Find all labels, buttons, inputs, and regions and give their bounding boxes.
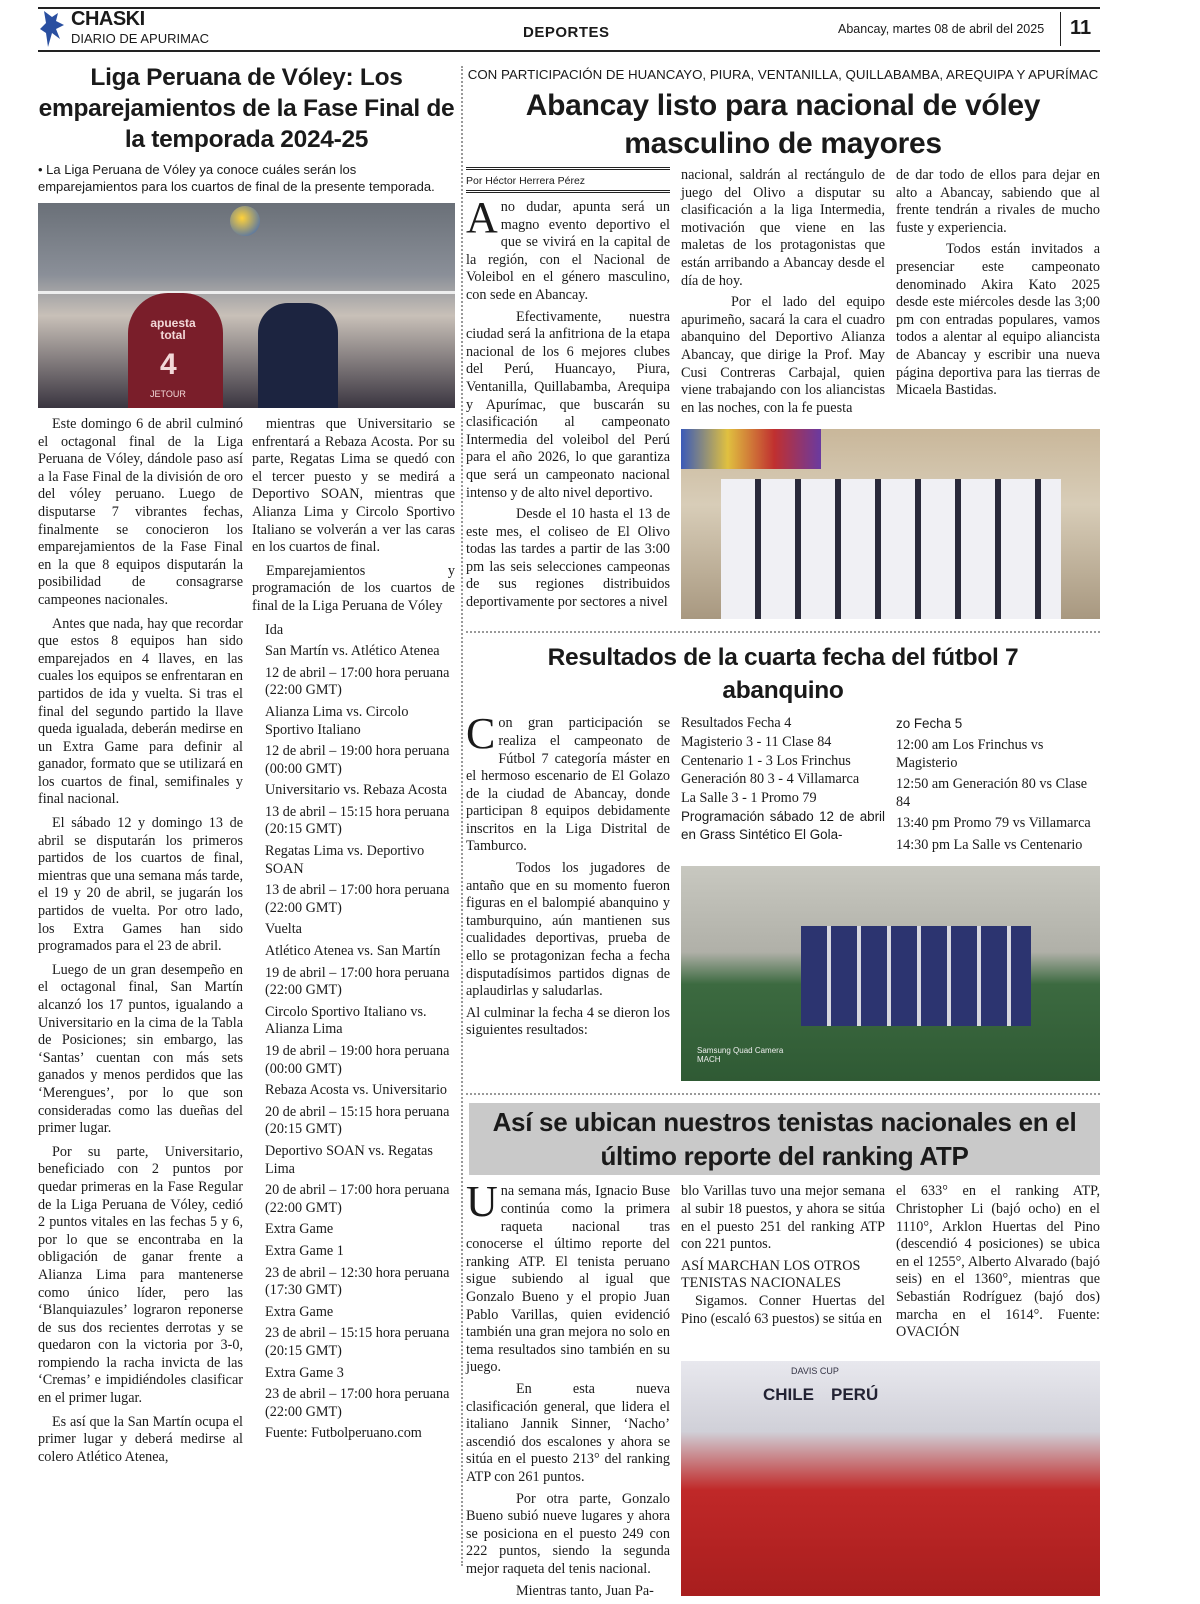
- drop-cap: U: [466, 1177, 498, 1227]
- paragraph: Por el lado del equipo apurimeño, sacará la cara el cuadro abanquino del Deportivo Alianza Abancay, que dirige la Prof. May Cusi Contreras Carbajal, quien viene trabajando con los aliancistas en las noches, con la fe puesta: [681, 294, 885, 416]
- page-number: 11: [1070, 17, 1092, 39]
- paragraph: on gran participación se realiza el campeonato de Fútbol 7 categoría máster en el hermoso escenario de El Golazo de la ciudad de Abancay, donde participan 8 equipos debidamente inscritos en la Liga Distrital de Tamburco.: [466, 715, 670, 855]
- tenis-column-2: [681, 1183, 885, 1353]
- paragraph: Extra Game 3: [265, 1364, 344, 1381]
- jersey-sponsor: apuesta total: [150, 316, 196, 342]
- paragraph: Deportivo SOAN vs. Regatas Lima: [265, 1142, 433, 1177]
- abancay-column-2: [681, 167, 885, 421]
- paragraph: Vuelta: [265, 921, 302, 938]
- fixtures-list: [896, 737, 1100, 855]
- paragraph: mientras que Universitario se enfrentará a Rebaza Acosta. Por su parte, Regatas Lima se quedó con el tercer puesto y se medirá a Deportivo SOAN, mientras que Alianza Lima y Circolo Sportivo Italiano se volverán a ver las caras en los cuartos de final.: [252, 416, 455, 556]
- paragraph: 20 de abril – 15:15 hora peruana (20:15 GMT): [265, 1103, 450, 1138]
- paragraph: Rebaza Acosta vs. Universitario: [265, 1082, 448, 1099]
- paragraphs: [466, 860, 670, 1040]
- banner-chile: CHILE: [763, 1385, 814, 1405]
- paragraph: Antes que nada, hay que recordar que estos 8 equipos han sido emparejados en 4 llaves, en las cuales los equipos se enfrentaran en partidos de ida y vuelta. Si tras el final del segundo partido la llave queda igualada, deberán medirse en un Extra Game para definir al ganador, formato que se utilizará en los cuartos de final, semifinales y final nacional.: [38, 615, 243, 808]
- voley-lead: • La Liga Peruana de Vóley ya conoce cuáles serán los emparejamientos para los cuartos de final de la presente temporada.: [38, 162, 435, 194]
- chaski-logo-icon: [38, 9, 68, 49]
- byline: Por Héctor Herrera Pérez: [466, 175, 586, 187]
- voley-intro: [252, 416, 455, 616]
- brand-name: CHASKI: [71, 8, 145, 30]
- results-list: [681, 715, 885, 807]
- paragraph: Magisterio 3 - 11 Clase 84: [681, 733, 832, 750]
- byline-rule: [466, 167, 670, 172]
- paragraph: Todos los jugadores de antaño que en su momento fueron figuras en el balompié abanquino y tamburquino, aún mantienen sus cualidades deportivas, prueba de ello se protagonizan fecha a fecha disputadísimos partidos dignas de aplaudirlas y saludarlas.: [466, 860, 670, 1000]
- watermark-text: Samsung Quad Camera: [697, 1046, 784, 1056]
- subheading: ASÍ MARCHAN LOS OTROS TENISTAS NACIONALES: [681, 1257, 861, 1292]
- voley-headline: Liga Peruana de Vóley: Los emparejamientos de la Fase Final de la temporada 2024-25: [38, 64, 455, 153]
- futbol-results: [681, 715, 885, 858]
- programming-heading-cont: zo Fecha 5: [896, 716, 963, 732]
- drop-cap: C: [466, 709, 496, 759]
- voley-article: [38, 62, 455, 1472]
- paragraph: Circolo Sportivo Italiano vs. Alianza Lima: [265, 1003, 427, 1038]
- paragraphs: [681, 1293, 885, 1328]
- tennis-team-photo: [681, 1361, 1100, 1596]
- paragraph: Desde el 10 hasta el 13 de este mes, el coliseo de El Olivo todas las tardes a partir de las 3:00 pm las seis selecciones campeonas de sus regiones distribuidos deportivamente por sectores a nivel: [466, 506, 670, 611]
- paragraph: 12:00 am Los Frinchus vs Magisterio: [896, 736, 1044, 771]
- paragraph: 14:30 pm La Salle vs Centenario: [896, 836, 1083, 853]
- paragraph: Sigamos. Conner Huertas del Pino (escaló 63 puestos) se sitúa en: [681, 1293, 885, 1327]
- paragraph: 13:40 pm Promo 79 vs Villamarca: [896, 815, 1091, 832]
- paragraph: 20 de abril – 17:00 hora peruana (22:00 GMT): [265, 1182, 450, 1216]
- camera-watermark: [697, 1046, 783, 1064]
- futbol-column-1: [466, 709, 670, 1081]
- paragraph: 12 de abril – 19:00 hora peruana (00:00 GMT): [265, 743, 450, 777]
- paragraph: Extra Game 1: [265, 1242, 344, 1259]
- paragraph: 12 de abril – 17:00 hora peruana (22:00 GMT): [265, 664, 450, 699]
- header-rule-top: [38, 7, 1100, 9]
- paragraph: 23 de abril – 17:00 hora peruana (22:00 GMT): [265, 1386, 450, 1420]
- paragraph: En esta nueva clasificación general, que lidera el italiano Jannik Sinner, ‘Nacho’ ascendió dos escalones y ahora se sitúa en el puesto 213° del ranking ATP con 261 puntos.: [466, 1381, 670, 1485]
- abancay-headline: Abancay listo para nacional de vóley masculino de mayores: [525, 89, 1041, 160]
- paragraph: Extra Game: [265, 1221, 334, 1238]
- paragraph: Es así que la San Martín ocupa el primer lugar y deberá medirse al colero Atlético Atenea,: [38, 1413, 243, 1465]
- voley-column-2: [252, 416, 455, 1472]
- paragraph: 12:50 am Generación 80 vs Clase 84: [896, 776, 1088, 810]
- voley-columns: [38, 416, 455, 1472]
- paragraph: na semana más, Ignacio Buse continúa como la primera raqueta nacional tras conocerse el último reporte del ranking ATP. El tenista peruano sigue subiendo al igual que Gonzalo Bueno y el propio Juan Pablo Varillas, quien evidenció también una gran mejora no solo en tema resultados sino también en su juego.: [466, 1183, 670, 1376]
- paragraph: de dar todo de ellos para dejar en alto a Abancay, sabiendo que al frente tendrán a rivales de mucho fuste y experiencia.: [896, 167, 1100, 236]
- paragraph: Fuente: Futbolperuano.com: [265, 1425, 422, 1442]
- paragraph: Este domingo 6 de abril culminó el octagonal final de la Liga Peruana de Vóley, dándole paso así a la Fase Final de la división de oro del vóley peruano. Luego de disputarse 7 vibrantes fechas, finalmente se conocieron los emparejamientos de la Fase Final en la que 8 equipos disputarán la posibilidad de consagrarse campeones nacionales.: [38, 416, 243, 608]
- paragraph: El sábado 12 y domingo 13 de abril se disputarán los primeros partidos de los cuartos de final, mientras que una semana más tarde, el 19 y 20 de abril, se jugarán los partidos de vuelta. Por otro lado, los Extra Games han sido programados para el 23 de abril.: [38, 815, 243, 955]
- right-side: [466, 66, 1100, 1604]
- jersey-number: 4: [160, 348, 177, 381]
- paragraph: Emparejamientos y programación de los cuartos de final de la Liga Peruana de Vóley: [252, 562, 455, 614]
- paragraph: el 633° en el ranking ATP, Christopher Li (bajó ocho) en el 1110°, Arklon Huertas del Pino (descendió 4 posiciones) se ubica en el 1255°, Alberto Alvarado (bajó seis) en el 1360°, mientras que Sebastián Rodríguez (bajó dos) marcha en el 1614°. Fuente: OVACIÓN: [896, 1183, 1100, 1341]
- tenis-column-3: [896, 1183, 1100, 1353]
- volleyball-photo: [38, 203, 455, 408]
- watermark-text: MACH: [697, 1055, 721, 1065]
- section-divider: [466, 631, 1100, 633]
- futbol-body: [466, 709, 1100, 1081]
- paragraph: Por su parte, Universitario, beneficiado con 2 puntos por quedar primeras en la Fase Regular de la Liga Peruana de Vóley, cedió 2 puntos vitales en las fechas 5 y 6, por lo que se encontraba en la obligación de ganar frente a Alianza Lima para mantenerse como único líder, pero las ‘Blanquiazules’ lograron reponerse de sus dos recientes derrotas y se quedaron con la victoria por 3-0, rompiendo la racha invicta de las ‘Cremas’ e impidiéndoles clasificar en el primer lugar.: [38, 1143, 243, 1407]
- paragraph: Mientras tanto, Juan Pa-: [516, 1582, 654, 1599]
- volleyball-team-photo: [681, 429, 1100, 619]
- paragraph: no dudar, apunta será un magno evento deportivo el que se vivirá en la capital de la región, con el Nacional de Voleibol en el género masculino, con sede en Abancay.: [466, 199, 670, 303]
- paragraphs: [681, 1183, 885, 1253]
- ball-icon: [230, 206, 260, 236]
- paragraph: Atlético Atenea vs. San Martín: [265, 943, 441, 960]
- abancay-kicker: CON PARTICIPACIÓN DE HUANCAYO, PIURA, VENTANILLA, QUILLABAMBA, AREQUIPA Y APURÍMAC: [467, 67, 1099, 82]
- paragraph: 13 de abril – 17:00 hora peruana (22:00 GMT): [265, 882, 450, 916]
- paragraph: 19 de abril – 19:00 hora peruana (00:00 GMT): [265, 1043, 450, 1077]
- issue-date: Abancay, martes 08 de abril del 2025: [838, 22, 1045, 36]
- column-divider: [461, 66, 463, 1566]
- voley-schedule: [252, 622, 455, 1443]
- paragraph: 19 de abril – 17:00 hora peruana (22:00 GMT): [265, 964, 450, 999]
- section-name: DEPORTES: [523, 24, 610, 41]
- football-team-photo: [681, 866, 1100, 1081]
- paragraph: 23 de abril – 15:15 hora peruana (20:15 GMT): [265, 1325, 450, 1359]
- programming-heading: Programación sábado 12 de abril en Grass Sintético El Gola-: [681, 809, 885, 842]
- paragraph: Resultados Fecha 4: [681, 715, 792, 732]
- paragraph: Todos están invitados a presenciar este campeonato denominado Akira Kato 2025 desde este miércoles desde las 3;00 pm con entradas populares, vamos todos a alentar al equipo aliancista de Abancay y escribir una nueva página deportiva para las tierras de Micaela Bastidas.: [896, 241, 1100, 399]
- paragraph: 13 de abril – 15:15 hora peruana (20:15 GMT): [265, 803, 450, 838]
- abancay-body: [466, 167, 1100, 619]
- banner-peru: PERÚ: [831, 1385, 879, 1405]
- paragraph: blo Varillas tuvo una mejor semana al subir 18 puestos, y ahora se sitúa en el puesto 251 del ranking ATP con 221 puntos.: [681, 1183, 885, 1253]
- paragraph: Centenario 1 - 3 Los Frinchus: [681, 752, 851, 769]
- paragraph: San Martín vs. Atlético Atenea: [265, 643, 440, 660]
- brand-subtitle: DIARIO DE APURIMAC: [71, 31, 209, 46]
- paragraph: Al culminar la fecha 4 se dieron los siguientes resultados:: [466, 1004, 670, 1039]
- paragraph: Universitario vs. Rebaza Acosta: [265, 782, 448, 799]
- jersey-brand: JETOUR: [150, 389, 186, 399]
- paragraph: Regatas Lima vs. Deportivo SOAN: [265, 843, 425, 877]
- abancay-column-1: [466, 167, 670, 619]
- paragraph: Luego de un gran desempeño en el octagonal final, San Martín alcanzó los 17 puntos, igualando a Universitario en la cima de la Tabla de Posiciones; sin embargo, las ‘Santas’ cuentan con más sets ganados y menos perdidos que las ‘Merengues’, por lo que son consideradas como las dueñas del primer lugar.: [38, 961, 243, 1137]
- tenis-headline: Así se ubican nuestros tenistas nacionales en el último reporte del ranking ATP: [469, 1103, 1100, 1175]
- tenis-column-1: [466, 1177, 670, 1604]
- drop-cap: A: [466, 193, 498, 242]
- paragraph: nacional, saldrán al rectángulo de juego del Olivo a disputar su clasificación a la liga Intermedia, motivación que viene en las maletas de los protagonistas que están arribando a Abancay desde el día de hoy.: [681, 167, 885, 289]
- divider: [1060, 12, 1061, 46]
- section-divider: [466, 1093, 1100, 1095]
- header-rule-bottom: [38, 50, 1100, 52]
- paragraph: Extra Game: [265, 1303, 334, 1320]
- futbol-headline: Resultados de la cuarta fecha del fútbol 7 abanquino: [547, 644, 1019, 705]
- futbol-fixtures: [896, 715, 1100, 858]
- tenis-body: [466, 1177, 1100, 1604]
- paragraph: Efectivamente, nuestra ciudad será la anfitriona de la etapa nacional de los 6 mejores clubes del Perú, Huancayo, Piura, Ventanilla, Quillabamba, Arequipa y Apurímac, que buscarán su clasificación al campeonato Intermedia del voleibol del Perú para el año 2026, lo que garantiza que será un campeonato nacional intenso y de alto nivel deportivo.: [466, 308, 670, 501]
- paragraph: Ida: [265, 621, 284, 638]
- voley-column-1: [38, 416, 243, 1472]
- paragraph: Generación 80 3 - 4 Villamarca: [681, 771, 860, 788]
- davis-cup-logo: DAVIS CUP: [791, 1366, 839, 1377]
- paragraphs: [466, 309, 670, 612]
- paragraph: Por otra parte, Gonzalo Bueno subió nueve lugares y ahora se posiciona en el puesto 249 con 222 puntos, siendo la segunda mejor raqueta del tenis nacional.: [466, 1490, 670, 1577]
- paragraph: Alianza Lima vs. Circolo Sportivo Italiano: [265, 703, 409, 738]
- abancay-column-3: [896, 167, 1100, 421]
- paragraph: 23 de abril – 12:30 hora peruana (17:30 GMT): [265, 1264, 450, 1299]
- paragraph: La Salle 3 - 1 Promo 79: [681, 789, 817, 806]
- paragraphs: [466, 1381, 670, 1600]
